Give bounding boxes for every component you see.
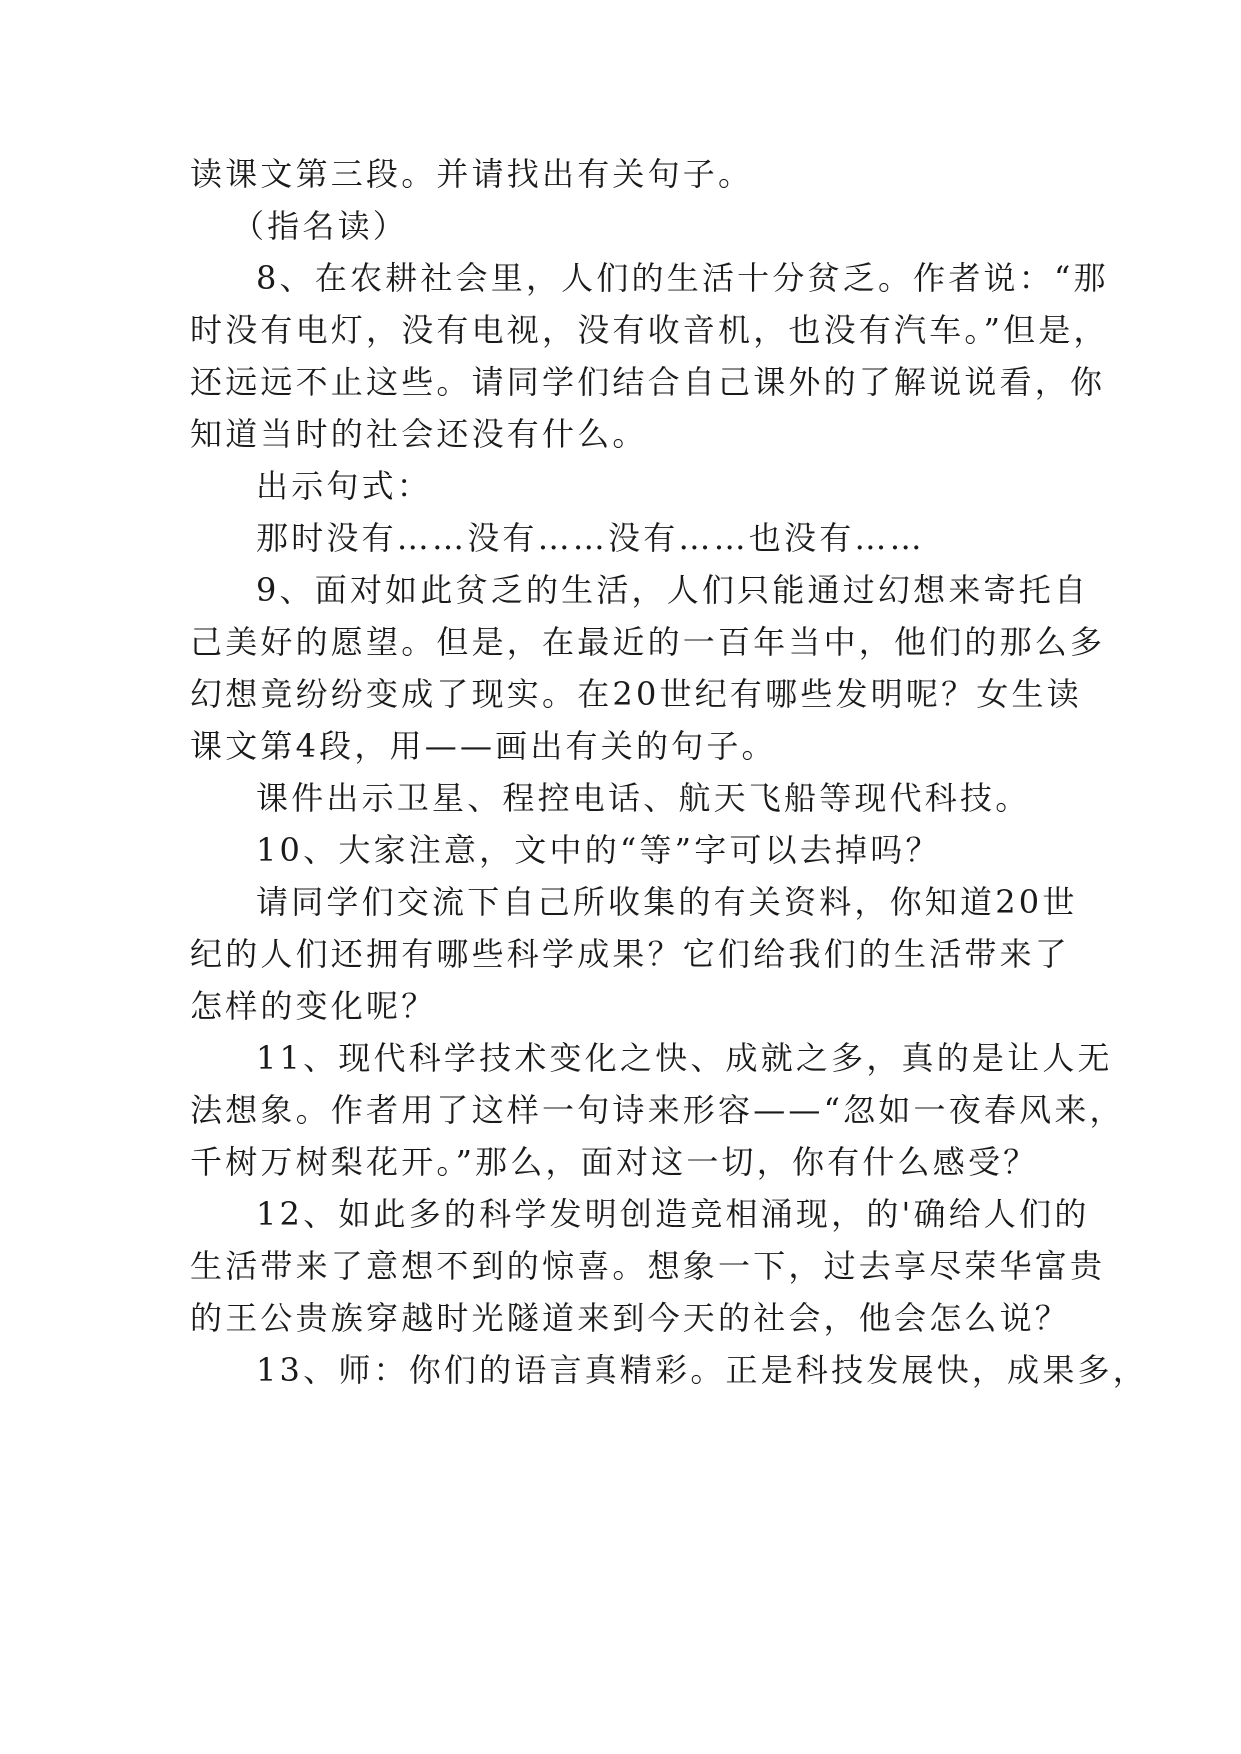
text-line: 法想象。作者用了这样一句诗来形容——“忽如一夜春风来，	[190, 1091, 1125, 1129]
text-line: 幻想竟纷纷变成了现实。在20世纪有哪些发明呢？女生读	[190, 675, 1082, 713]
text-line: 那时没有……没有……没有……也没有……	[256, 519, 925, 557]
text-line: 知道当时的社会还没有什么。	[190, 415, 648, 453]
text-line: 读课文第三段。并请找出有关句子。	[190, 155, 754, 193]
text-line: （指名读）	[232, 207, 409, 245]
text-line: 生活带来了意想不到的惊喜。想象一下，过去享尽荣华富贵	[190, 1247, 1106, 1285]
text-line: 千树万树梨花开。”那么，面对这一切，你有什么感受？	[190, 1143, 1039, 1181]
text-line: 的王公贵族穿越时光隧道来到今天的社会，他会怎么说？	[190, 1299, 1071, 1337]
text-line: 纪的人们还拥有哪些科学成果？它们给我们的生活带来了	[190, 935, 1071, 973]
text-line: 己美好的愿望。但是，在最近的一百年当中，他们的那么多	[190, 623, 1106, 661]
text-line: 出示句式：	[256, 467, 433, 505]
text-line: 请同学们交流下自己所收集的有关资料，你知道20世	[256, 883, 1078, 921]
text-line: 10、大家注意，文中的“等”字可以去掉吗？	[256, 831, 941, 869]
text-line: 课文第4段，用——画出有关的句子。	[190, 727, 777, 765]
text-line: 课件出示卫星、程控电话、航天飞船等现代科技。	[256, 779, 1031, 817]
text-line: 12、如此多的科学发明创造竞相涌现，的'确给人们的	[256, 1195, 1090, 1233]
text-line: 13、师：你们的语言真精彩。正是科技发展快，成果多，	[256, 1351, 1148, 1389]
text-line: 9、面对如此贫乏的生活，人们只能通过幻想来寄托自	[256, 571, 1090, 609]
text-line: 时没有电灯，没有电视，没有收音机，也没有汽车。”但是，	[190, 311, 1109, 349]
text-line: 怎样的变化呢？	[190, 987, 437, 1025]
text-line: 还远远不止这些。请同学们结合自己课外的了解说说看，你	[190, 363, 1106, 401]
text-line: 8、在农耕社会里，人们的生活十分贫乏。作者说：“那	[256, 259, 1109, 297]
text-line: 11、现代科学技术变化之快、成就之多，真的是让人无	[256, 1039, 1113, 1077]
